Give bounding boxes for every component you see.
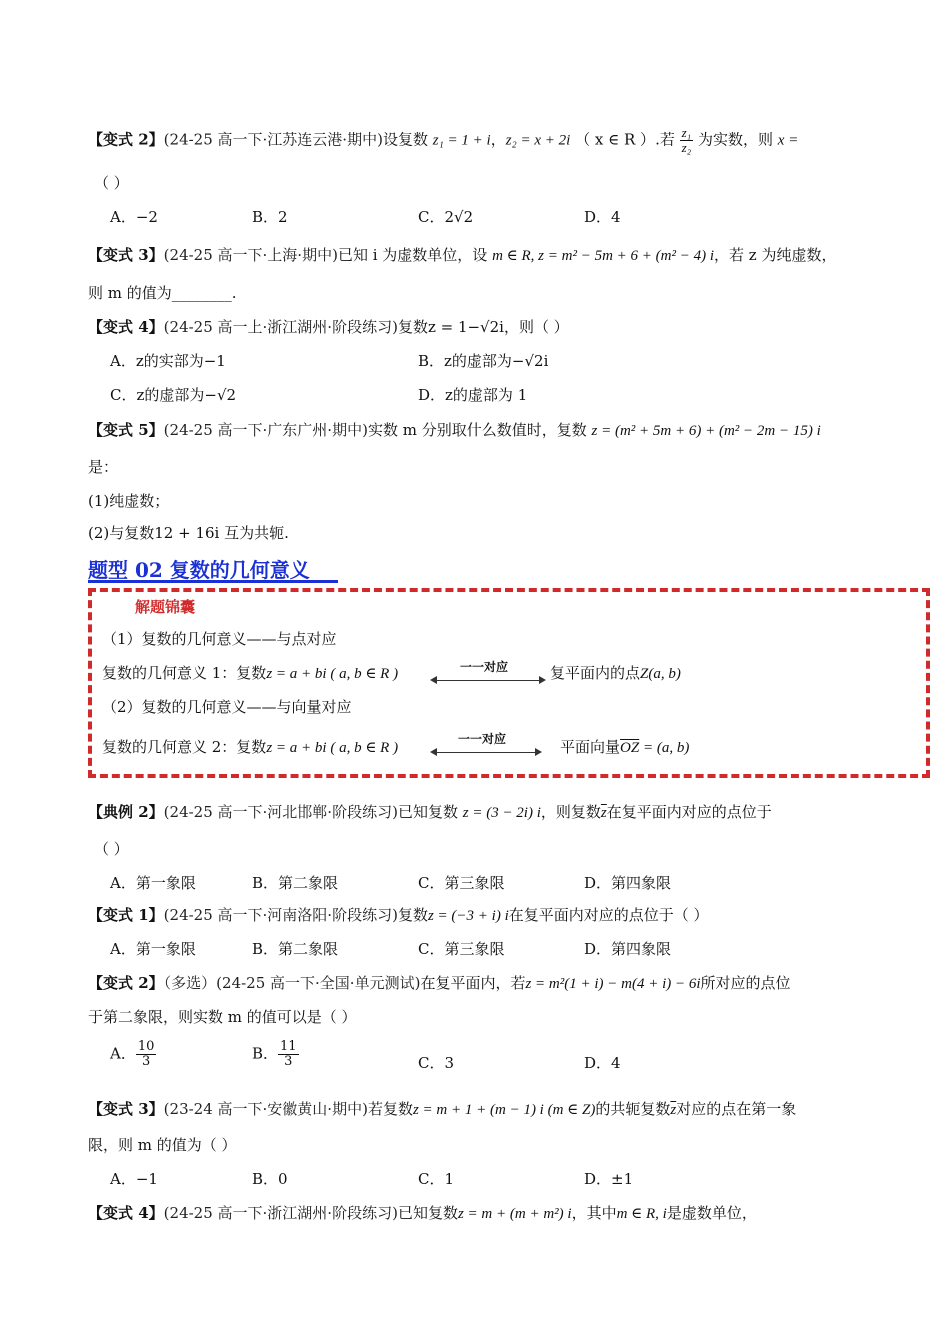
math-expression: z = m + (m + m²) i — [457, 1206, 572, 1222]
question-variant-4-a — [88, 316, 569, 338]
option-a — [110, 1040, 156, 1069]
question-line: 于第二象限，则实数 m 的值可以是（ ） — [88, 1008, 357, 1026]
question-source: (24-25 高一下·上海·期中) — [163, 246, 338, 264]
option-b: B．0 — [252, 1170, 288, 1188]
math-expression: z = m + 1 + (m − 1) i (m ∈ Z) — [412, 1102, 596, 1118]
question-variant-1-b — [88, 904, 709, 927]
tip-line-1: （1）复数的几何意义——与点对应 — [102, 630, 337, 648]
answer-paren: （ ） — [94, 840, 129, 858]
tip-text: 平面向量 — [560, 738, 621, 756]
fraction-numerator: 10 — [137, 1039, 155, 1054]
question-text: 所对应的点位 — [700, 974, 791, 992]
question-tag: 【变式 4】 — [88, 318, 164, 336]
question-tag: 【变式 1】 — [88, 906, 164, 924]
section-heading: 题型 02 复数的几何意义 — [88, 558, 310, 582]
question-tag: 【变式 5】 — [88, 421, 164, 439]
option-a: A．第一象限 — [110, 940, 196, 958]
question-text: 在复平面内，若 — [420, 974, 526, 992]
math-expression: = (a, b) — [639, 740, 690, 756]
math-expression: z = (m² + 5m + 6) + (m² − 2m − 15) i — [591, 423, 821, 439]
tip-title: 解题锦囊 — [135, 598, 196, 616]
fraction-denominator: z₂ — [681, 140, 692, 155]
fraction-numerator: 11 — [280, 1039, 297, 1054]
option-c: C．z的虚部为−√2 — [110, 386, 237, 404]
question-variant-4-b — [88, 1202, 757, 1225]
tip-line-4 — [102, 736, 398, 759]
sub-question-1: (1)纯虚数； — [88, 492, 170, 510]
question-source: (24-25 高一下·广东广州·期中) — [163, 421, 368, 439]
question-text: .若 — [655, 130, 675, 149]
math-fraction — [680, 126, 694, 155]
math-expression: z = (−3 + i) i — [427, 908, 509, 924]
tip-text: 复数的几何意义 2：复数 — [102, 738, 267, 756]
math-fraction — [278, 1040, 299, 1069]
question-text: 对应的点在第一象 — [676, 1100, 797, 1118]
math-expression: m ∈ R, z = m² − 5m + 6 + (m² − 4) i — [492, 248, 715, 264]
math-conjugate: $\overline{z}$ — [670, 1102, 677, 1118]
question-variant-2-a — [88, 126, 798, 155]
question-tag: 【变式 3】 — [88, 246, 164, 264]
question-text: 已知 i 为虚数单位，设 — [337, 246, 488, 264]
question-source: (24-25 高一上·浙江湖州·阶段练习) — [163, 318, 398, 336]
tip-text: 复数的几何意义 1：复数 — [102, 664, 267, 682]
fraction-denominator: 3 — [141, 1054, 151, 1069]
fraction-numerator: z₁ — [681, 125, 692, 140]
double-arrow-icon — [432, 680, 544, 681]
question-text: 若复数 — [367, 1100, 413, 1118]
section-heading-underline — [88, 580, 338, 583]
option-d: D．z的虚部为 1 — [418, 386, 528, 404]
tip-text: 复平面内的点 — [550, 664, 641, 682]
answer-paren: （ ） — [94, 174, 129, 192]
option-d: D．4 — [584, 208, 621, 226]
double-arrow-icon — [432, 752, 540, 753]
question-line: 是： — [88, 458, 119, 476]
question-source: (24-25 高一下·河北邯郸·阶段练习) — [163, 803, 398, 821]
math-expression: Z(a, b) — [640, 666, 681, 682]
option-c: C．2√2 — [418, 208, 474, 226]
question-text: ，则复数 — [540, 803, 601, 821]
question-text: 已知复数 — [397, 1204, 458, 1222]
question-text: 在复平面内对应的点位于（ ） — [508, 906, 709, 924]
math-expression: x = — [777, 132, 799, 149]
question-text: 实数 m 分别取什么数值时，复数 — [367, 421, 587, 439]
question-text: 复数z = 1−√2i，则（ ） — [397, 318, 569, 336]
question-variant-5-a — [88, 419, 821, 442]
question-variant-3-b — [88, 1098, 796, 1121]
question-source: (24-25 高一下·河南洛阳·阶段练习) — [163, 906, 398, 924]
option-b — [252, 1040, 299, 1069]
math-condition: （ x ∈ R ） — [575, 130, 656, 149]
question-text: 设复数 — [382, 130, 428, 149]
option-label: A． — [110, 1044, 136, 1063]
tip-vector — [560, 736, 689, 759]
math-expression: z = a + bi ( a, b ∈ R ) — [266, 740, 399, 756]
question-line: 限，则 m 的值为（ ） — [88, 1136, 237, 1154]
option-b: B．第二象限 — [252, 940, 339, 958]
vector-oz: $\overline{OZ}$ — [620, 740, 640, 756]
arrow-label: 一一对应 — [458, 732, 507, 746]
option-a: A．−2 — [110, 208, 158, 226]
tip-line-2 — [102, 662, 398, 685]
option-b: B．第二象限 — [252, 874, 339, 892]
option-c: C．1 — [418, 1170, 455, 1188]
question-text: ，其中 — [571, 1204, 617, 1222]
question-text: 为实数，则 — [698, 130, 774, 149]
math-conjugate: $\overline{z}$ — [600, 805, 607, 821]
question-tag: 【典例 2】 — [88, 803, 164, 821]
question-text: 已知复数 — [397, 803, 458, 821]
math-expression: z = m²(1 + i) − m(4 + i) − 6i — [525, 976, 701, 992]
question-text: ，若 z 为纯虚数， — [714, 246, 837, 264]
math-expression: z = (3 − 2i) i — [462, 805, 541, 821]
question-text: ， — [490, 130, 506, 149]
arrow-label: 一一对应 — [460, 660, 509, 674]
option-b: B．2 — [252, 208, 288, 226]
option-c: C．第三象限 — [418, 940, 505, 958]
math-fraction — [136, 1040, 157, 1069]
option-d: D．第四象限 — [584, 874, 672, 892]
question-text: 是虚数单位， — [666, 1204, 757, 1222]
question-line: 则 m 的值为________. — [88, 284, 237, 302]
question-source: （多选）(24-25 高一下·全国·单元测试) — [163, 974, 421, 992]
tip-line-3: （2）复数的几何意义——与向量对应 — [102, 698, 352, 716]
question-tag: 【变式 2】 — [88, 130, 164, 149]
math-z1: z₁ = 1 + i — [432, 132, 491, 149]
question-text: 在复平面内对应的点位于 — [606, 803, 772, 821]
option-a: A．−1 — [110, 1170, 158, 1188]
math-z2: z₂ = x + 2i — [505, 132, 571, 149]
option-d: D．第四象限 — [584, 940, 672, 958]
question-source: (24-25 高一下·浙江湖州·阶段练习) — [163, 1204, 398, 1222]
question-example-2 — [88, 801, 772, 824]
option-a: A．z的实部为−1 — [110, 352, 226, 370]
option-b: B．z的虚部为−√2i — [418, 352, 549, 370]
question-tag: 【变式 4】 — [88, 1204, 164, 1222]
question-text: 复数 — [397, 906, 428, 924]
sub-question-2: (2)与复数12 + 16i 互为共轭. — [88, 524, 289, 542]
option-d: D．4 — [584, 1054, 621, 1072]
math-condition: m ∈ R, i — [616, 1206, 667, 1222]
option-d: D．±1 — [584, 1170, 634, 1188]
option-c: C．第三象限 — [418, 874, 505, 892]
question-tag: 【变式 2】 — [88, 974, 164, 992]
option-label: B． — [252, 1044, 279, 1063]
question-source: (24-25 高一下·江苏连云港·期中) — [163, 130, 383, 149]
question-variant-2-b — [88, 972, 791, 995]
option-c: C．3 — [418, 1054, 455, 1072]
question-tag: 【变式 3】 — [88, 1100, 164, 1118]
question-variant-3-a — [88, 244, 836, 267]
fraction-denominator: 3 — [284, 1054, 293, 1069]
tip-point — [550, 662, 681, 685]
option-a: A．第一象限 — [110, 874, 196, 892]
math-expression: z = a + bi ( a, b ∈ R ) — [266, 666, 399, 682]
question-source: (23-24 高一下·安徽黄山·期中) — [163, 1100, 368, 1118]
question-text: 的共轭复数 — [595, 1100, 671, 1118]
